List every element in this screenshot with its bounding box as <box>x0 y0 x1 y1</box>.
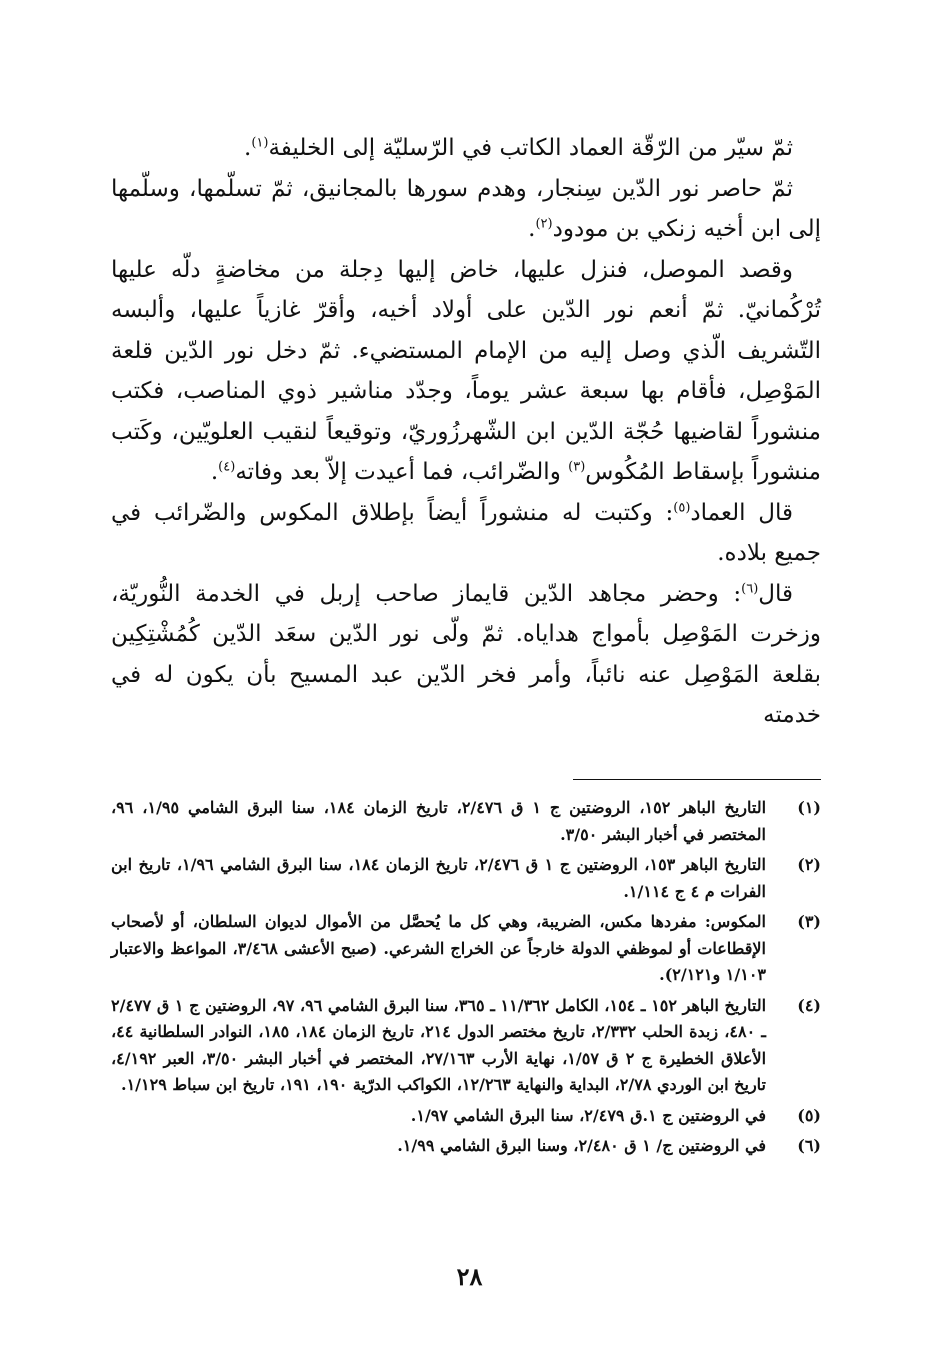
footnote-text: المكوس: مفردها مكس، الضريبة، وهي كل ما يُحصَّل من الأموال لديوان السلطان، أو لأصحاب الإقطاعات أو لموظفي الدولة خارجاً عن الخراج الشرعي. (صبح الأعشى ٣/٤٦٨، المواعظ والاعتبار ١/١٠٣ و٢/١٢١). <box>111 912 766 984</box>
page-number: ٢٨ <box>456 1262 483 1291</box>
footnote-ref-6[interactable]: (٦) <box>741 580 759 596</box>
paragraph-1: ثمّ سيّر من الرّقّة العماد الكاتب في الرّسليّة إلى الخليفة$^{(١)}$. <box>244 135 793 161</box>
paragraph-4: قال العماد$^{(٥)}$: وكتبت له منشوراً أيضاً بإطلاق المكوس والضّرائب في جميع بلاده. <box>111 499 821 566</box>
footnote-text: في الروضتين ج/ ١ ق ٢/٤٨٠، وسنا البرق الشامي ١/٩٩. <box>397 1136 766 1155</box>
paragraph-2: ثمّ حاصر نور الدّين سِنجار، وهدم سورها بالمجانيق، ثمّ تسلّمها، وسلّمها إلى ابن أخيه زنكي بن مودود$^{(٢)}$. <box>111 175 821 242</box>
footnote-4 <box>111 993 821 1099</box>
footnote-number: (٥) <box>797 1105 821 1125</box>
footnote-text: التاريخ الباهر ١٥٣، الروضتين ج ١ ق ٢/٤٧٦، تاريخ الزمان ١٨٤، سنا البرق الشامي ١/٩٦، تاريخ ابن الفرات م ٤ ج ١/١١٤. <box>111 855 767 901</box>
footnote-ref-4[interactable]: (٤) <box>218 459 236 475</box>
footnote-3 <box>111 909 821 989</box>
footnote-ref-2[interactable]: (٢) <box>535 216 553 232</box>
footnote-number: (١) <box>797 798 821 817</box>
footnote-text: في الروضتين ج ١.ق ٢/٤٧٩، سنا البرق الشامي ١/٩٧. <box>410 1105 766 1125</box>
footnote-number: (٢) <box>797 855 821 874</box>
footnote-ref-1[interactable]: (١) <box>251 135 269 151</box>
footnote-ref-5[interactable]: (٥) <box>673 499 691 515</box>
paragraph-5: قال$^{(٦)}$: وحضر مجاهد الدّين قايماز صاحب إربل في الخدمة النُّوريّة، وزخرت المَوْصِل بأمواج هداياه. ثمّ ولّى نور الدّين سعَد الدّين كُمُشْتِكِين بقلعة المَوْصِل عنه نائباً، وأمر فخر الدّين عبد المسيح بأن يكون له في خدمته <box>111 580 821 728</box>
main-text <box>111 128 821 736</box>
footnote-2 <box>111 852 821 905</box>
footnote-number: (٤) <box>797 995 821 1015</box>
footnote-text: التاريخ الباهر ١٥٢ ـ ١٥٤، الكامل ١١/٣٦٢ ـ ٣٦٥، سنا البرق الشامي ٩٦، ٩٧، الروضتين ج ١ ق ٢/٤٧٧ ـ ٤٨٠، زبدة الحلب ٢/٣٣٢، تاريخ مختصر الدول ٢١٤، تاريخ الزمان ١٨٤، ١٨٥، النوادر السلطانية ٤٤، الأعلاق الخطيرة ج ٢ ق ١/٥٧، نهاية الأرب ٢٧/١٦٣، المختصر في أخبار البشر ٣/٥٠، العبر ٤/١٩٢، تاريخ ابن الوردي ٢/٧٨، البداية والنهاية ١٢/٢٦٣، الكواكب الدرّية ١٩٠، ١٩١، تاريخ ابن سباط ١/١٢٩. <box>111 995 767 1094</box>
footnotes-section <box>111 795 821 1164</box>
footnote-1 <box>111 795 821 848</box>
footnote-number: (٦) <box>797 1136 821 1155</box>
footnote-divider <box>573 779 821 780</box>
footnote-number: (٣) <box>797 912 821 931</box>
paragraph-3: وقصد الموصل، فنزل عليها، خاض إليها دِجلة من مخاضةٍ دلّه عليها تُرْكُمانيّ. ثمّ أنعم نور الدّين على أولاد أخيه، وأقرّ غازياً عليها، وألبسه التّشريف الّذي وصل إليه من الإمام المستضيء. ثمّ دخل نور الدّين قلعة المَوْصِل، فأقام بها سبعة عشر يوماً، وجدّد مناشير ذوي المناصب، فكتب منشوراً لقاضيها حُجّة الدّين ابن الشّهرزُوريّ، وتوقيعاً لنقيب العلويّين، وكَتب منشوراً بإسقاط المُكُوس$^{(٣)}$ والضّرائب، فما أعيدت إلاّ بعد وفاته$^{(٤)}$. <box>111 256 821 485</box>
footnote-ref-3[interactable]: (٣) <box>568 459 586 475</box>
footnote-text: التاريخ الباهر ١٥٢، الروضتين ج ١ ق ٢/٤٧٦، تاريخ الزمان ١٨٤، سنا البرق الشامي ١/٩٥، ٩٦، المختصر في أخبار البشر ٣/٥٠. <box>111 798 767 844</box>
footnote-5 <box>111 1103 821 1130</box>
footnote-6 <box>111 1133 821 1160</box>
